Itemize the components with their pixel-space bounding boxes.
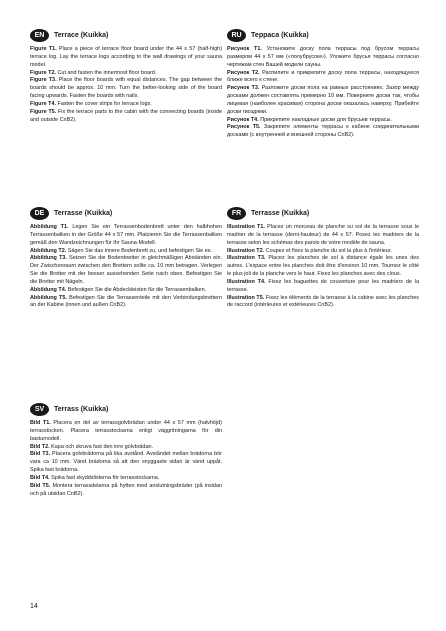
instruction-paragraph <box>227 255 419 279</box>
instruction-paragraph <box>30 475 222 483</box>
figure-label: Рисунок T1. <box>227 46 262 52</box>
instruction-text: Fixez les éléments de la terrasse à la cabine avec les planches de raccord (intérieures et extérieures CnB2). <box>227 294 419 309</box>
section-body <box>227 46 419 140</box>
figure-label: Figure T3. <box>30 77 57 84</box>
instruction-paragraph <box>30 451 222 475</box>
instruction-paragraph <box>30 420 222 444</box>
instruction-paragraph <box>227 46 419 70</box>
section-en <box>30 28 222 124</box>
section-title: Terrace (Kuikka) <box>54 31 109 39</box>
section-header <box>227 206 419 220</box>
instruction-text: Fixez les baguettes de couverture pour les madriers de la terrasse. <box>227 278 419 293</box>
section-title: Terrass (Kuikka) <box>54 405 109 413</box>
instruction-text: Legen Sie ein Terrassenbodenbrett unter den halbhohen Terrassenbalken in der Größe 44 x 57 mm. Platzieren Sie die Terrassenbalken gemäß den Wandzeichnungen für Ihr Sauna-Modell. <box>30 224 222 246</box>
figure-label: Illustration T2. <box>227 247 265 254</box>
section-body <box>30 420 222 498</box>
instruction-text: Placera golvbrädorna på lika avstånd. Avståndet mellan brädorna bör vara ca 10 mm. Vänd brädorna så att den snyggaste sidan är vänd uppåt. Spika fast brädorna. <box>30 451 222 474</box>
instruction-paragraph <box>227 279 419 295</box>
instruction-paragraph <box>30 248 222 256</box>
language-badge-de: DE <box>30 207 49 220</box>
instruction-text: Placez les planches de sol à distance égale les unes des autres. L'espace entre les planches doit être d'environ 10 mm. Tournez le côté le plus joli de la planche vers le haut. Fixez les planches avec des clous. <box>227 255 419 278</box>
figure-label: Illustration T5. <box>227 294 265 301</box>
instruction-paragraph <box>30 295 222 311</box>
instruction-text: Place the floor boards with equal distances. The gap between the boards should be approx. 10 mm. Turn the better-looking side of the board facing upwards. Fasten the boards with nails. <box>30 77 222 100</box>
instruction-text: Placez un morceau de planche su sol de la terrasse sous le madrier de la terrasse (demi-hauteur) de 44 x 57. Posez les madriers de la terrasse selon les schémas des parois de votre modèle de sauna. <box>227 224 419 246</box>
figure-label: Abbildung T4. <box>30 286 67 293</box>
language-badge-fr: FR <box>227 207 246 220</box>
instruction-text: Place a piece of terrace floor board under the 44 x 57 (half-high) terrace log. Lay the terrace logs according to the wall drawings of your sauna model. <box>30 46 222 68</box>
instruction-paragraph <box>227 224 419 248</box>
instruction-text: Befestigen Sie die Terrassenteile mit den Verbindungsbrettern an der Kabine (innen und außen CnB2). <box>30 294 222 309</box>
figure-label: Illustration T4. <box>227 278 266 285</box>
section-title: Terrasse (Kuikka) <box>251 209 310 217</box>
figure-label: Figure T2. <box>30 69 56 76</box>
instruction-paragraph <box>30 483 222 499</box>
figure-label: Bild T3. <box>30 451 51 458</box>
figure-label: Illustration T1. <box>227 224 265 230</box>
language-badge-en: EN <box>30 29 49 42</box>
section-ru <box>227 28 419 140</box>
instruction-paragraph <box>30 70 222 78</box>
instruction-paragraph <box>227 117 419 125</box>
language-badge-ru: RU <box>227 29 246 42</box>
instruction-paragraph <box>30 287 222 295</box>
instruction-paragraph <box>30 255 222 286</box>
figure-label: Figure T1. <box>30 46 57 52</box>
figure-label: Рисунок T3. <box>227 85 260 92</box>
instruction-paragraph <box>30 46 222 70</box>
instruction-text: Разложите доски пола на равных расстояниях. Зазор между досками должен составлять примерно 10 мм. Поверните доски так, чтобы лицевая (наиболее красивая) сторона доски оказалась наверху. Прибейте доски гвоздями. <box>227 85 420 115</box>
instruction-paragraph <box>227 124 419 140</box>
instruction-text: Kapa och skruva fast den inre golvbrädan. <box>49 443 154 450</box>
section-title: Терраса (Kuikka) <box>251 31 309 39</box>
section-header <box>30 206 222 220</box>
section-title: Terrasse (Kuikka) <box>54 209 113 217</box>
section-body <box>30 224 222 310</box>
figure-label: Abbildung T1. <box>30 224 69 230</box>
instruction-text: Befestigen Sie die Abdeckleisten für die Terrassenbalken. <box>66 286 207 293</box>
instruction-text: Placera en del av terrassgolvbrädan under 44 x 57 mm (halvhöjd) terrasstocken. Placera terrasstockarna enligt väggritningarna för din bastumodell. <box>30 420 222 442</box>
section-sv <box>30 402 222 498</box>
section-body <box>30 46 222 124</box>
figure-label: Abbildung T5. <box>30 294 67 301</box>
instruction-text: Установите доску пола террасы под брусом террасы размером 44 x 57 мм («полубрусом»). Уложите брусья террасы согласно чертежам стен Вашей модели сауны. <box>227 46 420 68</box>
section-body <box>227 224 419 310</box>
instruction-paragraph <box>227 70 419 86</box>
figure-label: Figure T4. <box>30 100 56 107</box>
instruction-paragraph <box>30 224 222 248</box>
instruction-text: Прикрепите накладные доски для брусьев террасы. <box>258 116 392 123</box>
figure-label: Abbildung T2. <box>30 247 67 254</box>
instruction-text: Cut and fasten the innermost floor board. <box>55 69 157 76</box>
figure-label: Рисунок T5. <box>227 124 261 131</box>
instruction-text: Spika fast skyddslisterna för terrasstockarna. <box>49 474 160 481</box>
section-header <box>30 28 222 42</box>
instruction-text: Setzen Sie die Bodenbretter in gleichmäßigen Abständen ein. Der Zwischenraum zwischen den Brettern sollte ca. 10 mm betragen. Verlegen Sie die Bretter mit der besser aussehenden Seite nach oben. Befestigen Sie die Bretter mit Nägeln. <box>30 255 222 285</box>
figure-label: Abbildung T3. <box>30 255 67 262</box>
figure-label: Рисунок T2. <box>227 69 260 76</box>
instruction-paragraph <box>227 248 419 256</box>
instruction-paragraph <box>227 85 419 116</box>
section-de <box>30 206 222 310</box>
instruction-paragraph <box>30 109 222 125</box>
section-header <box>227 28 419 42</box>
instruction-paragraph <box>30 101 222 109</box>
instruction-paragraph <box>30 77 222 101</box>
instruction-text: Fix the terrace parts to the cabin with the connecting boards (inside and outside CnB2). <box>30 108 222 123</box>
figure-label: Figure T5. <box>30 108 57 115</box>
figure-label: Рисунок T4. <box>227 116 259 123</box>
instruction-text: Закрепите элементы террасы к кабине соединительными досками (с внутренней и внешней стороны CnB2). <box>227 124 419 139</box>
section-fr <box>227 206 419 310</box>
instruction-text: Coupez et fixez la planche du sol la plus à l'intérieur. <box>264 247 392 254</box>
instruction-text: Montera terrassdelarna på hytten med anslutningsbräder (på insidan och på utsidan CnB2). <box>30 482 223 497</box>
figure-label: Bild T4. <box>30 474 50 481</box>
figure-label: Bild T2. <box>30 443 50 450</box>
instruction-paragraph <box>227 295 419 311</box>
instruction-text: Fasten the cover strips for terrace logs. <box>55 100 152 107</box>
figure-label: Bild T1. <box>30 420 51 426</box>
figure-label: Illustration T3. <box>227 255 266 262</box>
instruction-text: Распилите и прикрепите доску пола террасы, находящуюся ближе всего к стене. <box>227 69 419 84</box>
page-number: 14 <box>30 603 38 610</box>
instruction-text: Sägen Sie das innere Bodenbrett zu, und befestigen Sie es. <box>66 247 212 254</box>
language-badge-sv: SV <box>30 403 49 416</box>
figure-label: Bild T5. <box>30 482 51 489</box>
section-header <box>30 402 222 416</box>
